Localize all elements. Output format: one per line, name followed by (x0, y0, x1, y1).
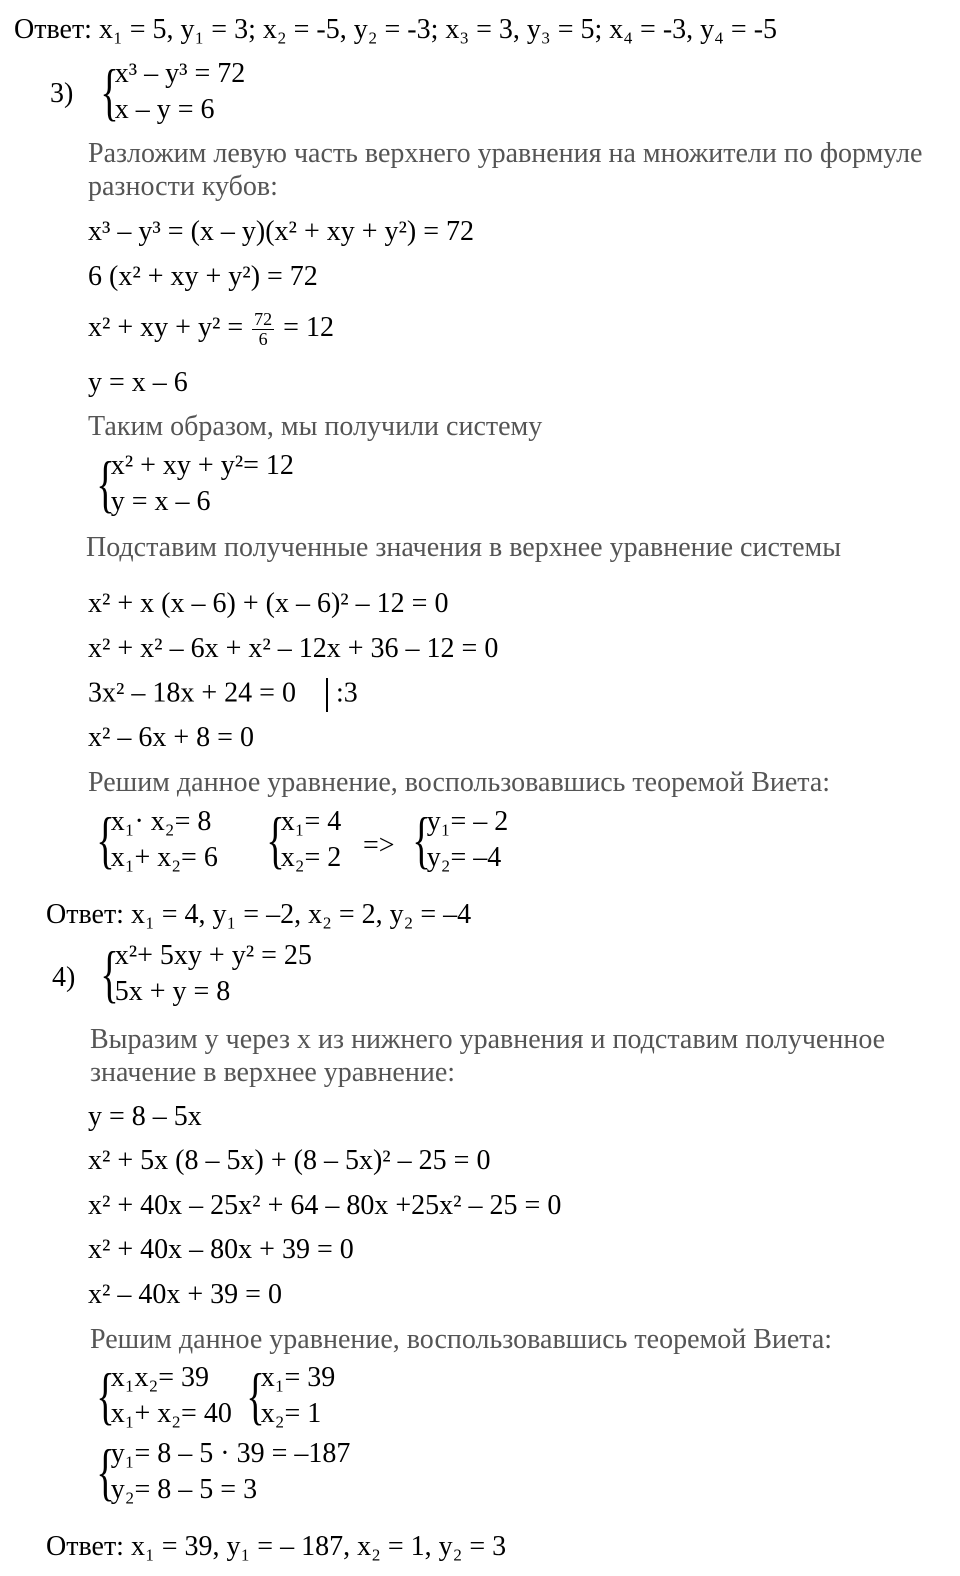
system-line: x₁+ x₂= 6 (110, 842, 218, 873)
equation-with-fraction (88, 310, 334, 349)
y-values-system (84, 1436, 351, 1507)
system-line: y₂= –4 (426, 842, 502, 873)
brace-icon: { (96, 1436, 115, 1507)
brace-icon: { (246, 1360, 265, 1431)
system-line: x – y = 6 (114, 94, 215, 125)
system-line: x₂= 1 (260, 1398, 322, 1429)
explanation-text: Разложим левую часть верхнего уравнения на множители по формуле (88, 138, 923, 169)
explanation-text: Выразим y через x из нижнего уравнения и подставим полученное (90, 1024, 886, 1055)
equation: 6 (x² + xy + y²) = 72 (88, 261, 318, 292)
explanation-text: Решим данное уравнение, воспользовавшись теоремой Виета: (88, 767, 831, 798)
fraction-denominator: 6 (258, 328, 268, 349)
equation: x² – 6x + 8 = 0 (88, 722, 254, 753)
brace-icon: { (412, 804, 431, 875)
system-line: x₁+ x₂= 40 (110, 1398, 232, 1429)
vieta-system-a (84, 804, 218, 875)
implies-arrow: => (363, 830, 395, 861)
explanation-text: значение в верхнее уравнение: (90, 1057, 456, 1088)
system-line: x₁= 4 (280, 806, 342, 837)
system-line: y₂= 8 – 5 = 3 (110, 1474, 258, 1505)
equation: x² + 40x – 25x² + 64 – 80x +25x² – 25 = 0 (88, 1190, 562, 1221)
equation-left: x² + xy + y² = (88, 311, 244, 343)
vieta-system-b (234, 1360, 336, 1431)
system-line: x₂= 2 (280, 842, 342, 873)
problem-4-system (88, 938, 312, 1009)
explanation-text: Таким образом, мы получили систему (88, 411, 543, 442)
problem-3-number: 3) (50, 78, 74, 109)
system-line: x²+ 5xy + y² = 25 (114, 940, 312, 971)
fraction-numerator: 72 (254, 309, 273, 329)
problem-4-number: 4) (52, 962, 76, 993)
answer-problem-3: Ответ: x₁ = 4, y₁ = –2, x₂ = 2, y₂ = –4 (46, 899, 472, 930)
equation-right: = 12 (283, 311, 334, 343)
equation: x² + x² – 6x + x² – 12x + 36 – 12 = 0 (88, 633, 499, 664)
equation: 3x² – 18x + 24 = 0 (88, 677, 296, 709)
problem-3-system (88, 56, 246, 127)
system-line: y₁= 8 – 5 · 39 = –187 (110, 1438, 351, 1469)
brace-icon: { (96, 448, 115, 519)
explanation-text: Подставим полученные значения в верхнее уравнение системы (86, 532, 842, 563)
division-note: :3 (335, 677, 358, 709)
brace-icon: { (96, 804, 115, 875)
equation: x² + x (x – 6) + (x – 6)² – 12 = 0 (88, 588, 449, 619)
system-line: x² + xy + y²= 12 (110, 450, 294, 481)
equation: x² + 5x (8 – 5x) + (8 – 5x)² – 25 = 0 (88, 1145, 491, 1176)
equation-with-division (88, 678, 358, 712)
explanation-text: Решим данное уравнение, воспользовавшись теоремой Виета: (90, 1324, 833, 1355)
problem-3-system-2 (84, 448, 294, 519)
system-line: x₁= 39 (260, 1362, 336, 1393)
brace-icon: { (266, 804, 285, 875)
division-bar-icon (326, 678, 328, 712)
equation: x³ – y³ = (x – y)(x² + xy + y²) = 72 (88, 216, 475, 247)
system-line: 5x + y = 8 (114, 976, 231, 1007)
fraction (252, 310, 274, 349)
equation: y = x – 6 (88, 367, 188, 398)
system-line: x₁· x₂= 8 (110, 806, 212, 837)
vieta-system-b (254, 804, 342, 875)
brace-icon: { (100, 56, 119, 127)
equation: x² + 40x – 80x + 39 = 0 (88, 1234, 354, 1265)
answer-previous: Ответ: x₁ = 5, y₁ = 3; x₂ = -5, y₂ = -3; x₃ = 3, y₃ = 5; x₄ = -3, y₄ = -5 (14, 14, 778, 45)
system-line: y₁= – 2 (426, 806, 509, 837)
system-line: x³ – y³ = 72 (114, 58, 246, 89)
equation: y = 8 – 5x (88, 1101, 202, 1132)
equation: x² – 40x + 39 = 0 (88, 1279, 282, 1310)
explanation-text: разности кубов: (88, 171, 278, 202)
system-line: x₁x₂= 39 (110, 1362, 210, 1393)
brace-icon: { (96, 1360, 115, 1431)
vieta-system-c (400, 804, 509, 875)
vieta-system-a (84, 1360, 232, 1431)
answer-problem-4: Ответ: x₁ = 39, y₁ = – 187, x₂ = 1, y₂ = 3 (46, 1531, 507, 1562)
brace-icon: { (100, 938, 119, 1009)
system-line: y = x – 6 (110, 486, 211, 517)
